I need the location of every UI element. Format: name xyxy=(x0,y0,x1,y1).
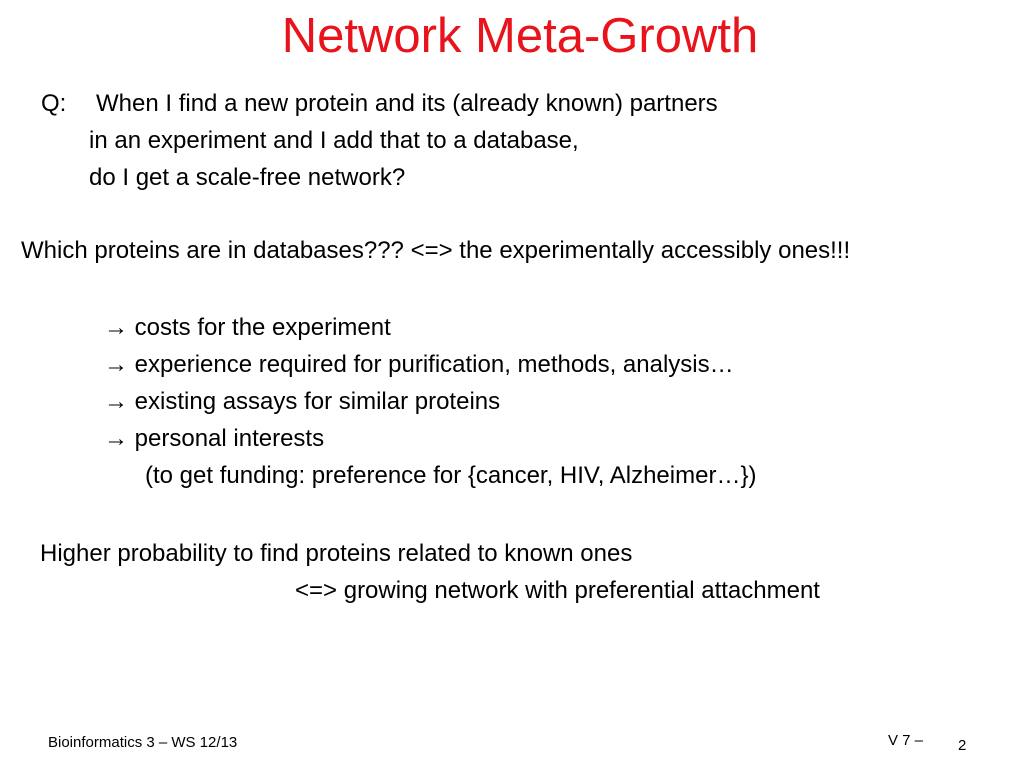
bullet-experience: → experience required for purification, methods, analysis… xyxy=(104,351,734,378)
bullet-costs: → costs for the experiment xyxy=(104,314,391,341)
conclusion-line-1: Higher probability to find proteins related to known ones xyxy=(40,540,633,567)
databases-statement: Which proteins are in databases??? <=> the experimentally accessibly ones!!! xyxy=(21,237,851,264)
question-line-3: do I get a scale-free network? xyxy=(89,164,406,191)
question-line-2: in an experiment and I add that to a database, xyxy=(89,127,579,154)
funding-note: (to get funding: preference for {cancer, HIV, Alzheimer…}) xyxy=(145,462,757,489)
slide-title: Network Meta-Growth xyxy=(281,9,759,63)
footer-course: Bioinformatics 3 – WS 12/13 xyxy=(48,734,238,751)
footer-lecture: V 7 – xyxy=(888,732,924,749)
conclusion-line-2: <=> growing network with preferential attachment xyxy=(295,577,820,604)
question-line-1: When I find a new protein and its (already known) partners xyxy=(96,90,718,117)
footer-page-number: 2 xyxy=(958,737,967,754)
bullet-interests: → personal interests xyxy=(104,425,325,452)
question-prefix: Q: xyxy=(41,90,67,117)
bullet-assays: → existing assays for similar proteins xyxy=(104,388,501,415)
